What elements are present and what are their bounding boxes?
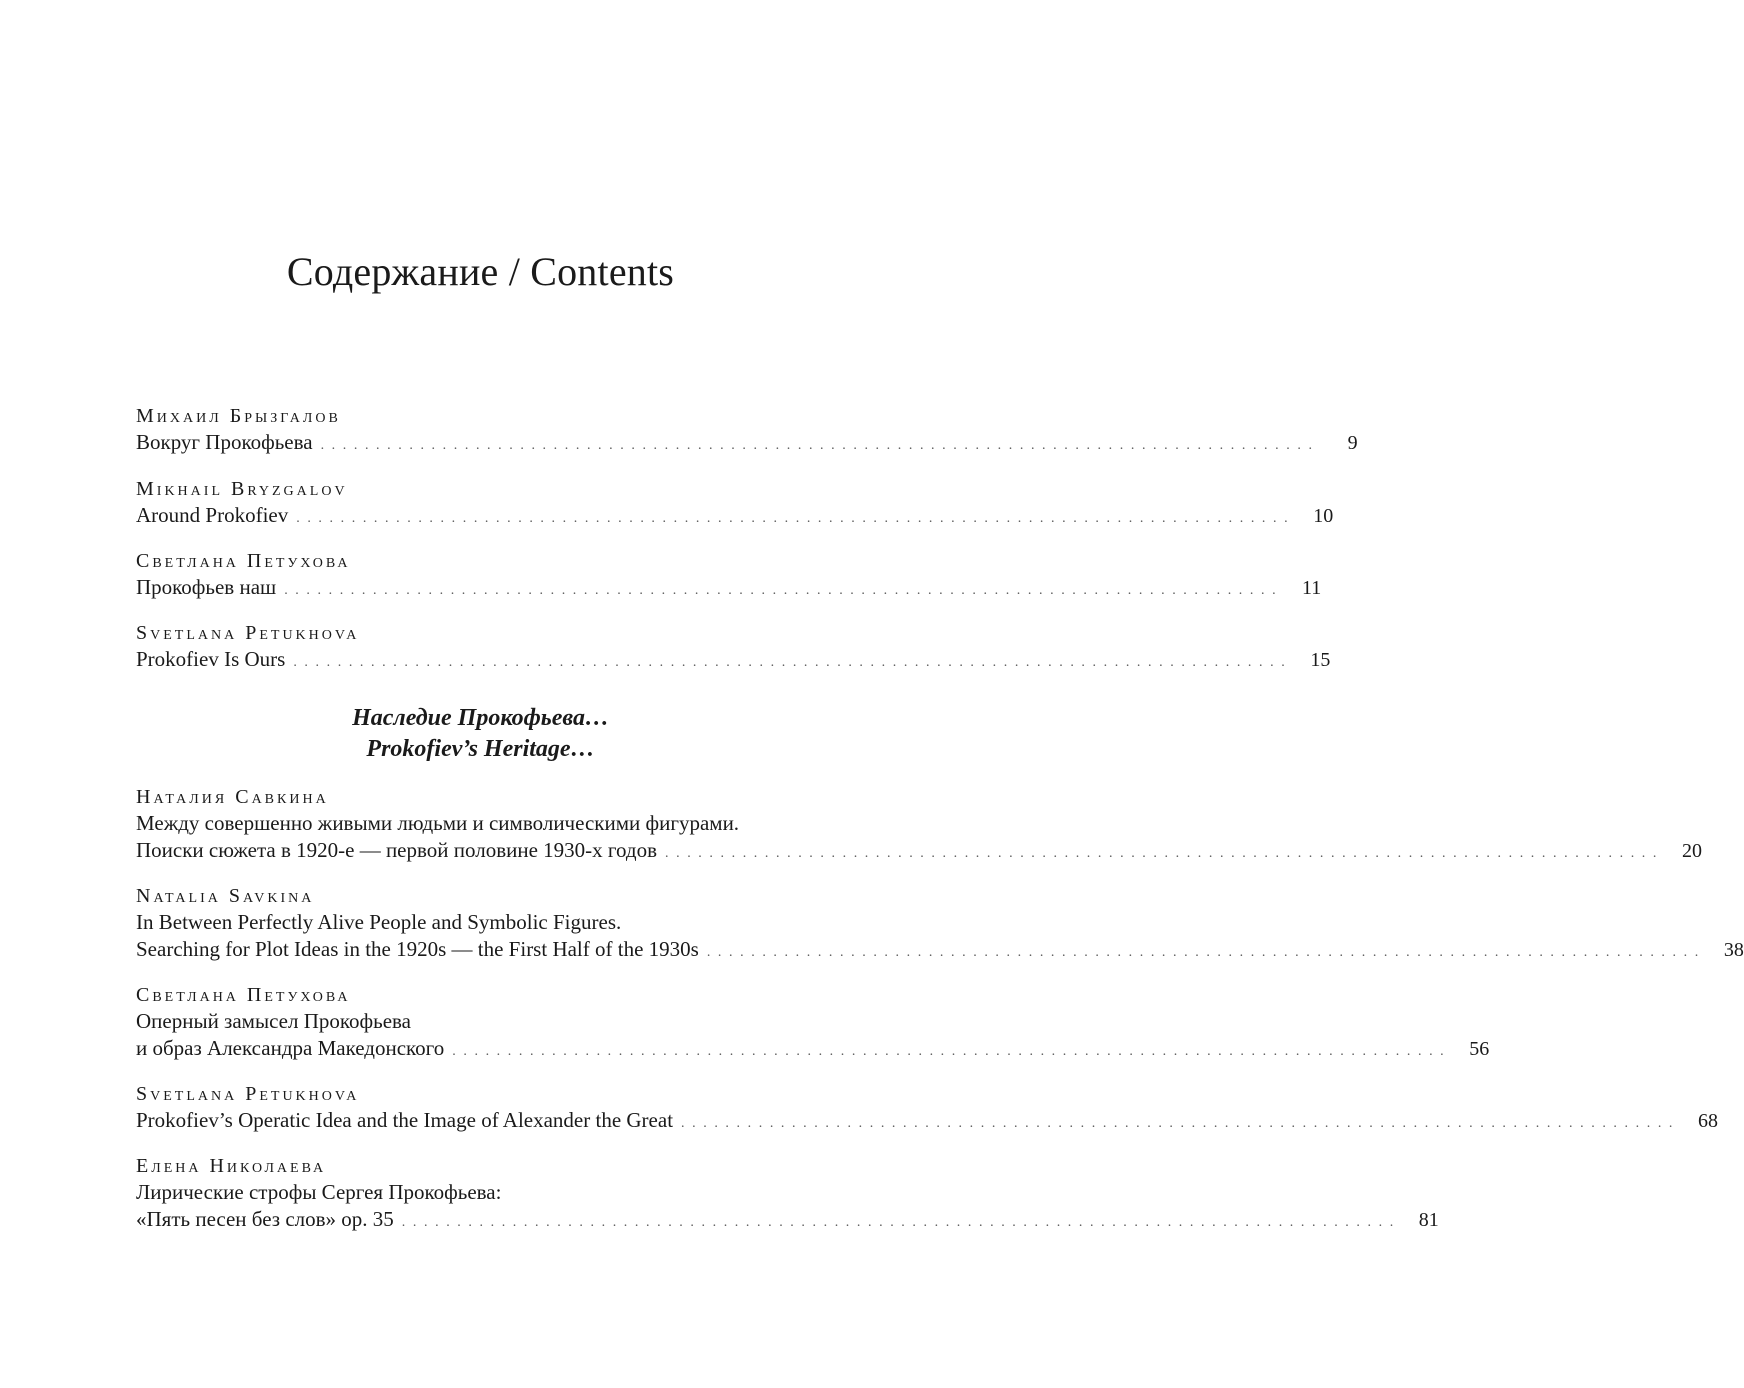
section-heading-ru: Наследие Прокофьева…	[352, 705, 609, 731]
entry-title: Лирические строфы Сергея Прокофьева:	[136, 1180, 502, 1204]
entry-title-line	[136, 646, 1331, 676]
entry-author: Светлана Петухова	[136, 984, 351, 1006]
entry-title-line	[136, 837, 1702, 867]
entry-author: Svetlana Petukhova	[136, 1083, 360, 1105]
entry-title-line	[136, 1008, 844, 1035]
entry-page-number: 81	[1418, 1209, 1439, 1231]
dot-leader: ..........................................................................................	[706, 945, 1706, 960]
toc-entry[interactable]	[136, 883, 1744, 966]
entry-page-number: 56	[1469, 1038, 1490, 1060]
entry-title: Searching for Plot Ideas in the 1920s — the First Half of the 1930s	[136, 937, 699, 961]
toc-entry[interactable]	[136, 403, 1358, 459]
entry-page-number: 9	[1347, 432, 1358, 454]
entry-title-line	[136, 1035, 1490, 1065]
entry-title-line	[136, 909, 844, 936]
entry-page-number: 15	[1310, 649, 1331, 671]
section-heading	[0, 703, 961, 765]
entry-page-number: 38	[1723, 939, 1744, 961]
dot-leader: ..........................................................................................	[401, 1215, 1401, 1230]
entry-title-line	[136, 1107, 1719, 1137]
dot-leader: ..........................................................................................	[681, 1116, 1681, 1131]
entry-title: Между совершенно живыми людьми и символическими фигурами.	[136, 811, 740, 835]
entry-author: Наталия Савкина	[136, 786, 329, 808]
entry-title: Оперный замысел Прокофьева	[136, 1009, 411, 1033]
entry-title: Поиски сюжета в 1920-е — первой половине 1930-х годов	[136, 838, 657, 862]
dot-leader: ..........................................................................................	[293, 655, 1293, 670]
entry-title: Prokofiev Is Ours	[136, 647, 286, 671]
entry-author: Елена Николаева	[136, 1155, 327, 1177]
dot-leader: ..........................................................................................	[452, 1044, 1452, 1059]
entry-author: Natalia Savkina	[136, 885, 315, 907]
toc-entry[interactable]	[136, 982, 1490, 1065]
toc-entry[interactable]	[136, 620, 1331, 676]
entry-title: «Пять песен без слов» ор. 35	[136, 1207, 394, 1231]
entry-title-line	[136, 936, 1744, 966]
entry-title: Прокофьев наш	[136, 575, 277, 599]
entry-page-number: 20	[1682, 840, 1702, 862]
entry-page-number: 68	[1698, 1110, 1719, 1132]
entry-page-number: 10	[1313, 505, 1334, 527]
section-heading-en: Prokofiev’s Heritage…	[366, 736, 595, 762]
entry-title-line	[136, 574, 1322, 604]
entry-author: Светлана Петухова	[136, 550, 351, 572]
toc-entry[interactable]	[136, 1081, 1719, 1137]
toc-entry[interactable]	[136, 476, 1334, 532]
entry-author: Svetlana Petukhova	[136, 622, 360, 644]
dot-leader: ..........................................................................................	[296, 511, 1296, 526]
entry-author: Mikhail Bryzgalov	[136, 478, 348, 500]
entry-title: Around Prokofiev	[136, 503, 289, 527]
entry-title: Prokofiev’s Operatic Idea and the Image of Alexander the Great	[136, 1108, 674, 1132]
dot-leader: ..........................................................................................	[320, 438, 1320, 453]
page-title: Содержание / Contents	[286, 249, 675, 294]
dot-leader: ..........................................................................................	[284, 583, 1284, 598]
entry-title-line	[136, 1179, 844, 1206]
entry-title-line	[136, 429, 1358, 459]
entry-title: и образ Александра Македонского	[136, 1036, 445, 1060]
toc-entry[interactable]	[136, 784, 1702, 867]
dot-leader: ..........................................................................................	[665, 846, 1664, 861]
entry-author: Михаил Брызгалов	[136, 405, 341, 427]
entry-title: In Between Perfectly Alive People and Symbolic Figures.	[136, 910, 622, 934]
toc-entry[interactable]	[136, 548, 1322, 604]
entry-title-line	[136, 502, 1334, 532]
entry-title: Вокруг Прокофьева	[136, 430, 313, 454]
entry-page-number: 11	[1301, 577, 1322, 599]
entry-title-line	[136, 810, 844, 837]
entry-title-line	[136, 1206, 1439, 1236]
toc-entry[interactable]	[136, 1153, 1439, 1236]
